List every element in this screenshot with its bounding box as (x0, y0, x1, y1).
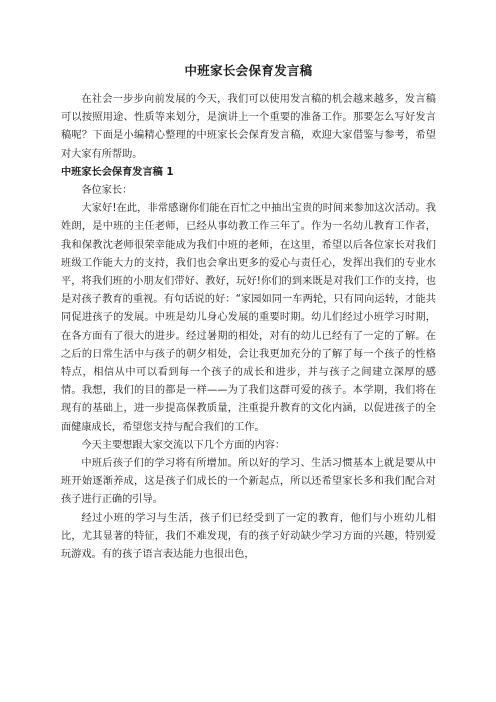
section-heading: 中班家长会保育发言稿 1 (61, 166, 174, 178)
salutation-paragraph: 各位家长： (81, 185, 133, 197)
body-paragraph: 中班后孩子们的学习将有所增加。所以好的学习、生活习惯基本上就是要从中班开始逐渐养成，这是孩子们成长的一个新起点，所以还希望家长多和我们配合对孩子进行正确的引导。 (61, 458, 436, 506)
body-paragraph: 今天主要想跟大家交流以下几个方面的内容： (81, 439, 286, 451)
body-paragraph: 经过小班的学习与生活，孩子们已经受到了一定的教育，他们与小班幼儿相比，尤其显著的特征，我们不难发现，有的孩子好动缺少学习方面的兴趣，特别爱玩游戏。有的孩子语言表达能力也很出色， (61, 512, 436, 561)
document-title: 中班家长会保育发言稿 (184, 63, 313, 78)
body-paragraph: 大家好!在此，非常感谢你们能在百忙之中抽出宝贵的时间来参加这次活动。我姓朗，是中班的主任老师，已经从事幼教工作三年了。作为一名幼儿教育工作者，我和保教沈老师很荣幸能成为我们中班的老师，在这里，希望以后各位家长对我们班级工作能大力的支持，我们也会拿出更多的爱心与责任心，发挥出我们的专业水平，将我们班的小朋友们带好、教好，玩好!你们的到来既是对我们工作的支持，也是对孩子教育的重视。有句话说的好：“家园如同一车两轮，只有同向运转，才能共同促进孩子的发展。中班是幼儿身心发展的重要时期。幼儿们经过小班学习时期，在各方面有了很大的进步。经过暑期的相处，对有的幼儿已经有了一定的了解。在之后的日常生活中与孩子的朝夕相处，会让我更加充分的了解了每一个孩子的性格特点，相信从中可以看到每一个孩子的成长和进步，并与孩子之间建立深厚的感情。我想，我们的目的都是一样——为了我们这群可爱的孩子。本学期，我们将在现有的基础上，进一步提高保教质量，注重提升教育的文化内涵，以促进孩子的全面健康成长，希望您支持与配合我们的工作。 (61, 203, 436, 433)
intro-paragraph: 在社会一步步向前发展的今天，我们可以使用发言稿的机会越来越多，发言稿可以按照用途、性质等来划分，是演讲上一个重要的准备工作。那要怎么写好发言稿呢？下面是小编精心整理的中班家长会保育发言稿，欢迎大家借鉴与参考，希望对大家有所帮助。 (61, 94, 436, 160)
